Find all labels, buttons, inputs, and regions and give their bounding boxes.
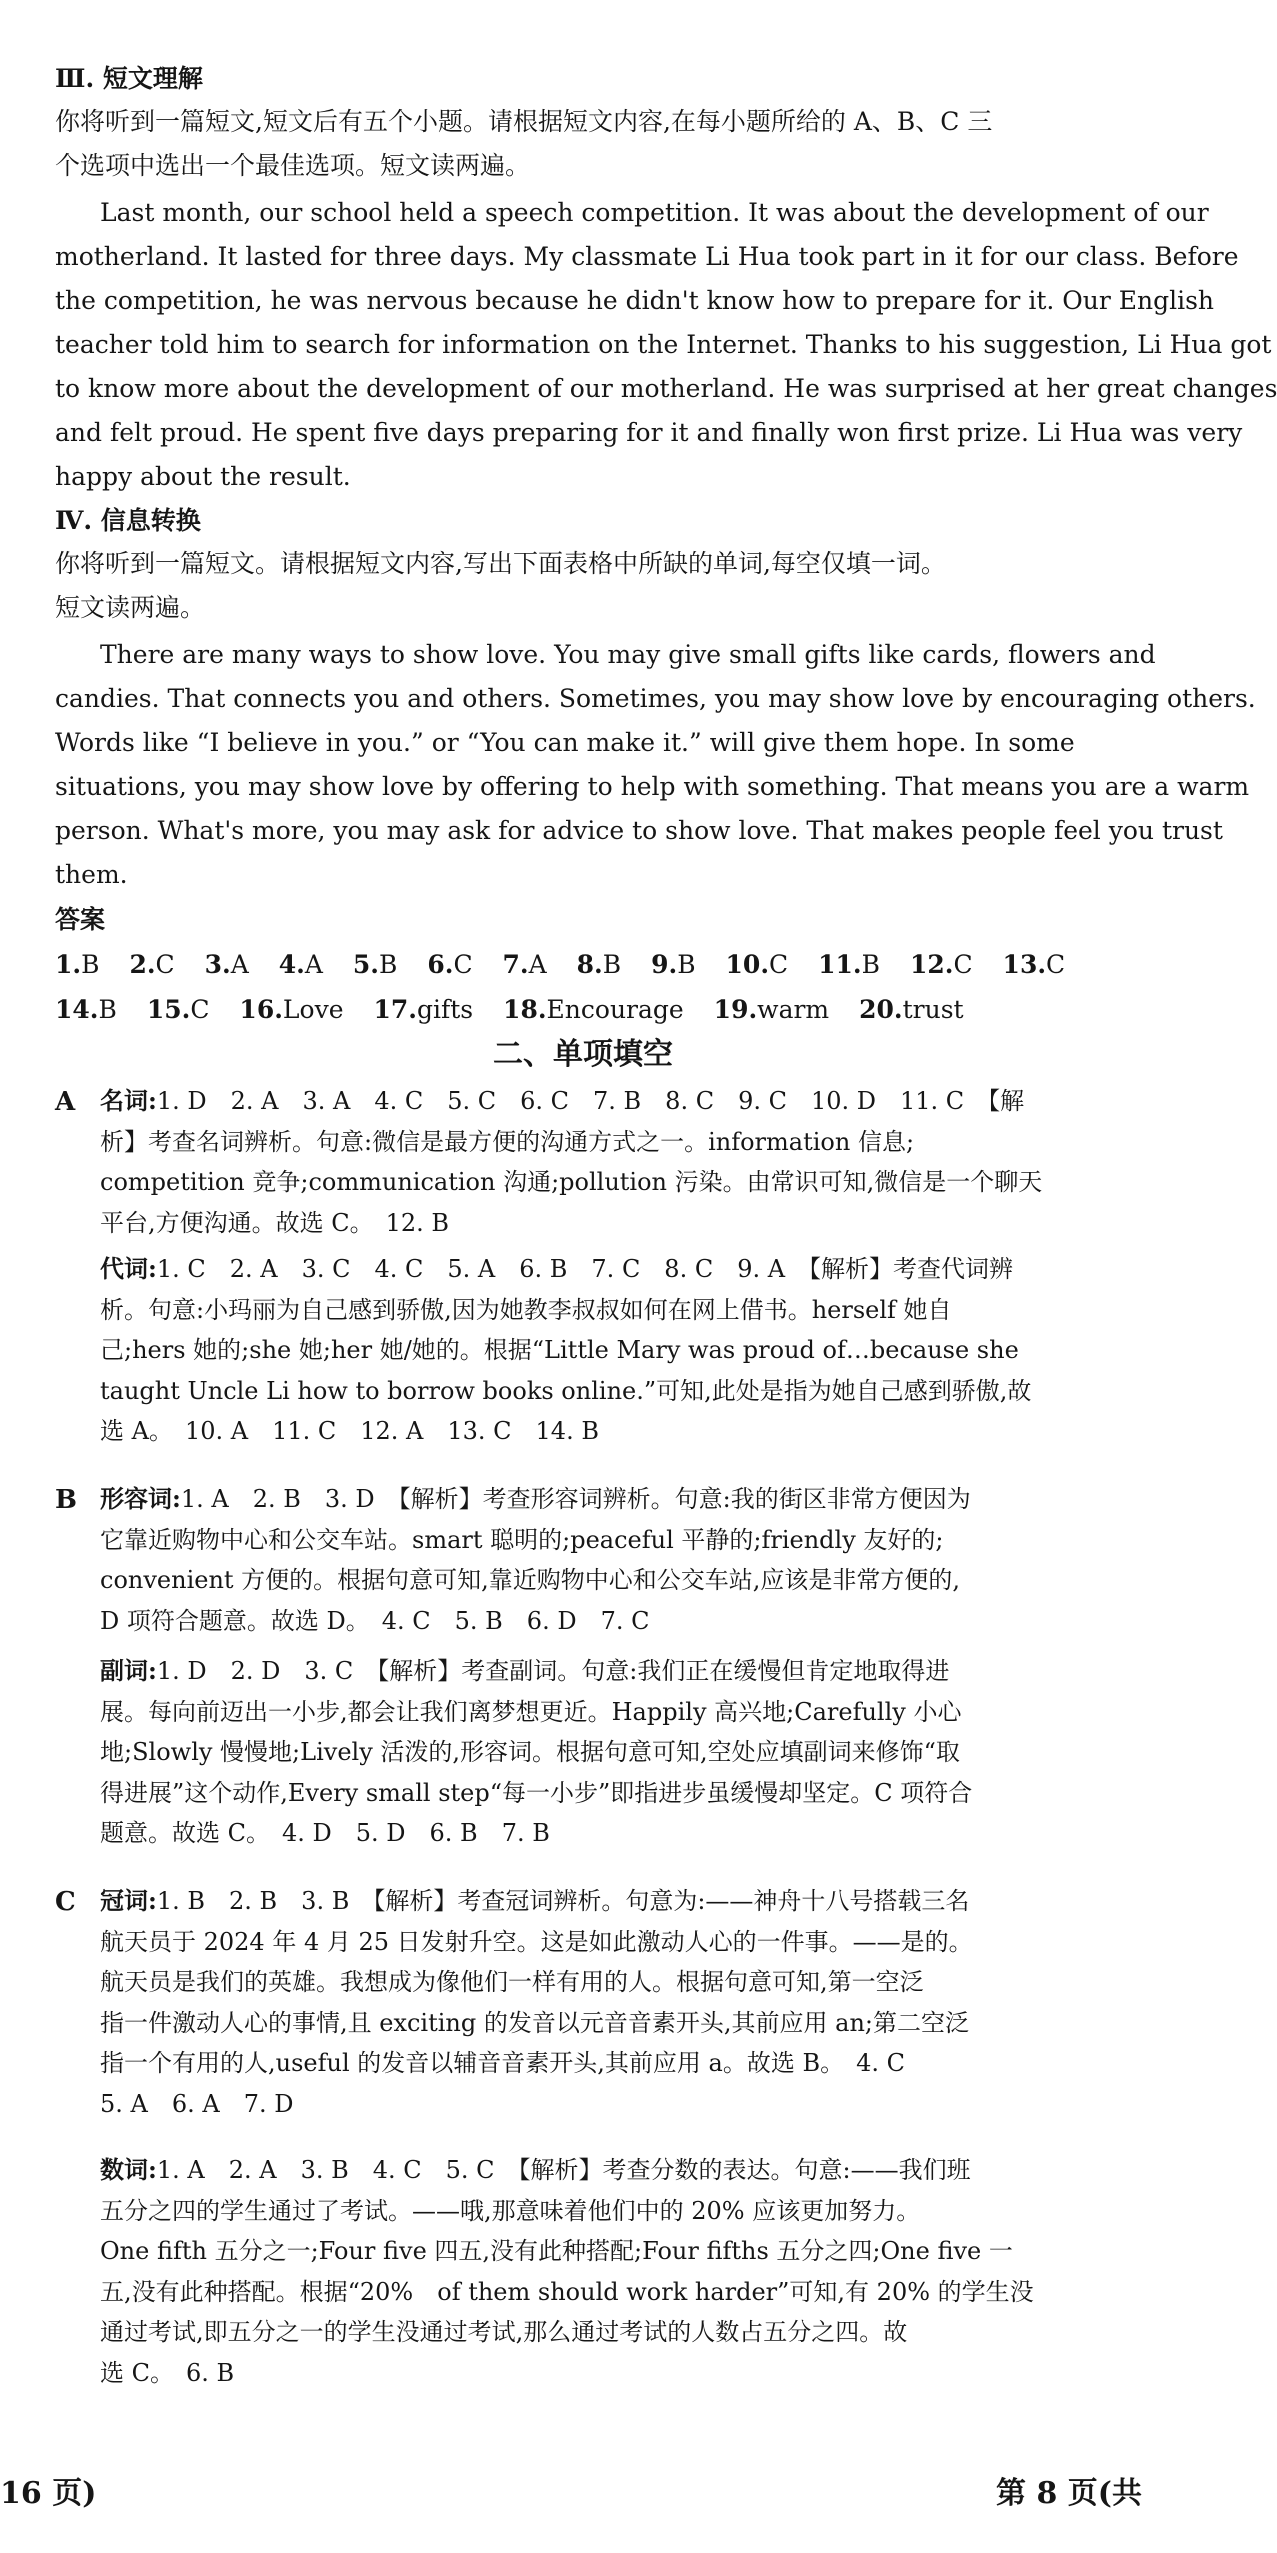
part3-heading: Ⅲ. 短文理解 (55, 64, 203, 93)
footer-page-total: 16 页) (0, 2476, 97, 2511)
part4-passage-line: them. (55, 860, 128, 889)
answer-item: 2.C (129, 950, 175, 979)
answer-item: 18.Encourage (503, 995, 684, 1024)
part4-instruction-1: 你将听到一篇短文。请根据短文内容,写出下面表格中所缺的单词,每空仅填一词。 (55, 549, 946, 578)
answer-item: 15.C (146, 995, 210, 1024)
part3-passage-line: to know more about the development of our motherland. He was surprised at her great changes (55, 374, 1277, 403)
part3-instruction-2: 个选项中选出一个最佳选项。短文读两遍。 (55, 151, 531, 180)
answer-item: 3.A (204, 950, 249, 979)
adverb-answers: 副词:1. D 2. D 3. C 【解析】考查副词。句意:我们正在缓慢但肯定地取得进 展。每向前迈出一小步,都会让我们离梦想更近。Happily 高兴地;Carefully 小心 地;Slowly 慢慢地;Lively 活泼的,形容词。根据句意可知,空处应填副词来修饰“取 得进展”这个动作,Every small step“每一小步”即指进步虽缓慢却坚定。C 项符合 题意。故选 C。 4. D 5. D 6. B 7. B (100, 1656, 973, 1847)
answer-item: 19.warm (713, 995, 830, 1024)
part3-instruction-1: 你将听到一篇短文,短文后有五个小题。请根据短文内容,在每小题所给的 A、B、C 三 (55, 107, 993, 136)
answer-item: 16.Love (239, 995, 344, 1024)
part3-passage-line: motherland. It lasted for three days. My classmate Li Hua took part in it for our class. Before (55, 242, 1239, 271)
answers-row-2 (55, 993, 1125, 1027)
answer-item: 14.B (55, 995, 117, 1024)
answer-item: 1.B (55, 950, 100, 979)
answer-item: 17.gifts (373, 995, 474, 1024)
part4-heading: Ⅳ. 信息转换 (55, 506, 201, 535)
section-title: 二、单项填空 (493, 1037, 673, 1072)
part4-passage-line: situations, you may show love by offering to help with something. That means you are a warm (55, 772, 1250, 801)
part3-passage-line: and felt proud. He spent five days preparing for it and finally won first prize. Li Hua was very (55, 418, 1243, 447)
answer-item: 6.C (427, 950, 473, 979)
part3-passage-line: happy about the result. (55, 462, 351, 491)
answer-item: 10.C (725, 950, 789, 979)
answer-item: 8.B (576, 950, 622, 979)
answers-heading: 答案 (55, 905, 106, 934)
answer-item: 20.trust (859, 995, 964, 1024)
noun-answers: 名词:1. D 2. A 3. A 4. C 5. C 6. C 7. B 8. C 9. C 10. D 11. C 【解 析】考查名词辨析。句意:微信是最方便的沟通方式之一。information 信息; competition 竞争;communication 沟通;pollution 污染。由常识可知,微信是一个聊天 平台,方便沟通。故选 C。 12. B (100, 1086, 1043, 1237)
section-letter-c: C (55, 1887, 76, 1917)
pronoun-answers: 代词:1. C 2. A 3. C 4. C 5. A 6. B 7. C 8. C 9. A 【解析】考查代词辨 析。句意:小玛丽为自己感到骄傲,因为她教李叔叔如何在网上借书。herself 她自 己;hers 她的;she 她;her 她/她的。根据“Little Mary was proud of…because she taught Uncle Li how to borrow books online.”可知,此处是指为她自己感到骄傲,故 选 A。 10. A 11. C 12. A 13. C 14. B (100, 1254, 1032, 1445)
answer-item: 9.B (651, 950, 696, 979)
answer-item: 5.B (352, 950, 398, 979)
adjective-answers: 形容词:1. A 2. B 3. D 【解析】考查形容词辨析。句意:我的街区非常方便因为 它靠近购物中心和公交车站。smart 聪明的;peaceful 平静的;friendly 友好的; convenient 方便的。根据句意可知,靠近购物中心和公交车站,应该是非常方便的, D 项符合题意。故选 D。 4. C 5. B 6. D 7. C (100, 1484, 971, 1635)
part4-passage-line: candies. That connects you and others. Sometimes, you may show love by encouraging others. (55, 684, 1256, 713)
part4-instruction-2: 短文读两遍。 (55, 593, 206, 622)
article-answers: 冠词:1. B 2. B 3. B 【解析】考查冠词辨析。句意为:——神舟十八号搭载三名 航天员于 2024 年 4 月 25 日发射升空。这是如此激动人心的一件事。——是的。 航天员是我们的英雄。我想成为像他们一样有用的人。根据句意可知,第一空泛 指一件激动人心的事情,且 exciting 的发音以元音音素开头,其前应用 an;第二空泛 指一个有用的人,useful 的发音以辅音音素开头,其前应用 a。故选 B。 4. C 5. A 6. A 7. D (100, 1886, 973, 2118)
part3-passage-line: the competition, he was nervous because he didn't know how to prepare for it. Our English (55, 286, 1215, 315)
part4-passage-line: Words like “I believe in you.” or “You can make it.” will give them hope. In some (55, 728, 1075, 757)
section-letter-a: A (55, 1087, 76, 1117)
numeral-answers: 数词:1. A 2. A 3. B 4. C 5. C 【解析】考查分数的表达。句意:——我们班 五分之四的学生通过了考试。——哦,那意味着他们中的 20% 应该更加努力。 One fifth 五分之一;Four five 四五,没有此种搭配;Four fifths 五分之四;One five 一 五,没有此种搭配。根据“20% of them should work harder”可知,有 20% 的学生没 通过考试,即五分之一的学生没通过考试,那么通过考试的人数占五分之四。故 选 C。 6. B (100, 2155, 1034, 2387)
footer-page-number: 第 8 页(共 (996, 2476, 1142, 2511)
answer-item: 4.A (278, 950, 323, 979)
section-letter-b: B (55, 1485, 77, 1515)
part3-passage-line: teacher told him to search for information on the Internet. Thanks to his suggestion, Li Hua got (55, 330, 1272, 359)
answers-row-1 (55, 948, 1125, 982)
answer-item: 11.B (818, 950, 880, 979)
answer-item: 7.A (502, 950, 547, 979)
answer-item: 12.C (909, 950, 973, 979)
part3-passage-line: Last month, our school held a speech competition. It was about the development of our (100, 198, 1209, 227)
part4-passage-line: person. What's more, you may ask for advice to show love. That makes people feel you trust (55, 816, 1223, 845)
answer-item: 13.C (1002, 950, 1066, 979)
part4-passage-line: There are many ways to show love. You may give small gifts like cards, flowers and (100, 640, 1156, 669)
